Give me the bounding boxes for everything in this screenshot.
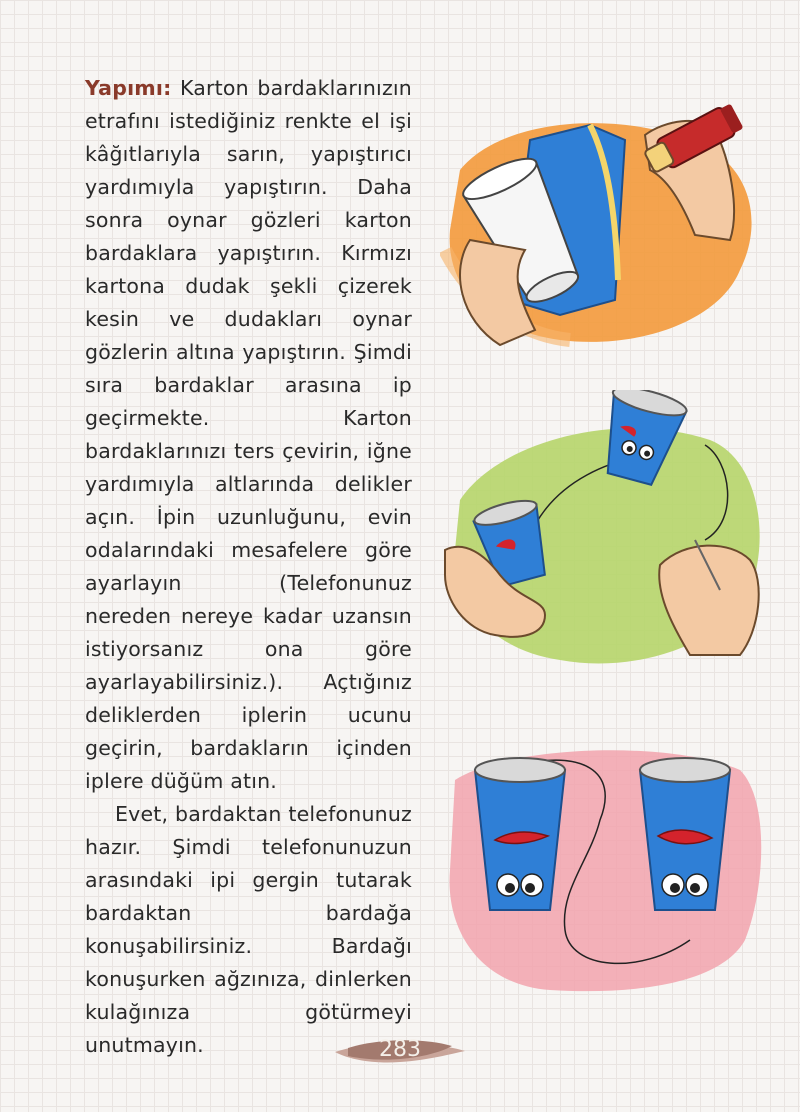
illustration-wrapping-cup [440,100,770,365]
illustration-finished-telephone [440,740,770,1000]
page-number: 283 [379,1036,421,1062]
closing-paragraph: Evet, bardaktan telefonunuz hazır. Şimdi telefonunuzun arasındaki ipi gergin tutarak bardaktan bardağa konuşabilirsiniz. Bardağı konuşurken ağzınıza, dinlerken kulağınıza götürmeyi unutmayın. [85,802,412,1057]
instructions-paragraph [85,72,412,798]
illustration-threading-cups [440,390,770,680]
page-number-area [330,1024,470,1074]
left-cup [475,758,565,910]
right-cup [640,758,730,910]
instructions-body: Karton bardaklarınızın etrafını istediğiniz renkte el işi kâğıtlarıyla sarın, yapıştırıcı yardımıyla yapıştırın. Daha sonra oynar gözleri karton bardaklara yapıştırın. Kırmızı kartona dudak şekli çizerek kesin ve dudakları oynar gözlerin altına yapıştırın. Şimdi sıra bardaklar arasına ip geçirmekte. Karton bardaklarınızı ters çevirin, iğne yardımıyla altlarında delikler açın. İpin uzunluğunu, evin odalarındaki mesafelere göre ayarlayın (Telefonunuz nereden nereye kadar uzansın istiyorsanız ona göre ayarlayabilirsiniz.). Açtığınız deliklerden iplerin ucunu geçirin, bardakların içinden iplere düğüm atın. [85,76,412,793]
hands-wrapping-cup-with-paper-icon [440,100,770,365]
instructions-text [85,72,412,1062]
finished-cup-telephone-icon [440,740,770,1000]
instructions-label: Yapımı: [85,76,172,100]
hands-threading-string-through-cups-icon [440,390,770,680]
